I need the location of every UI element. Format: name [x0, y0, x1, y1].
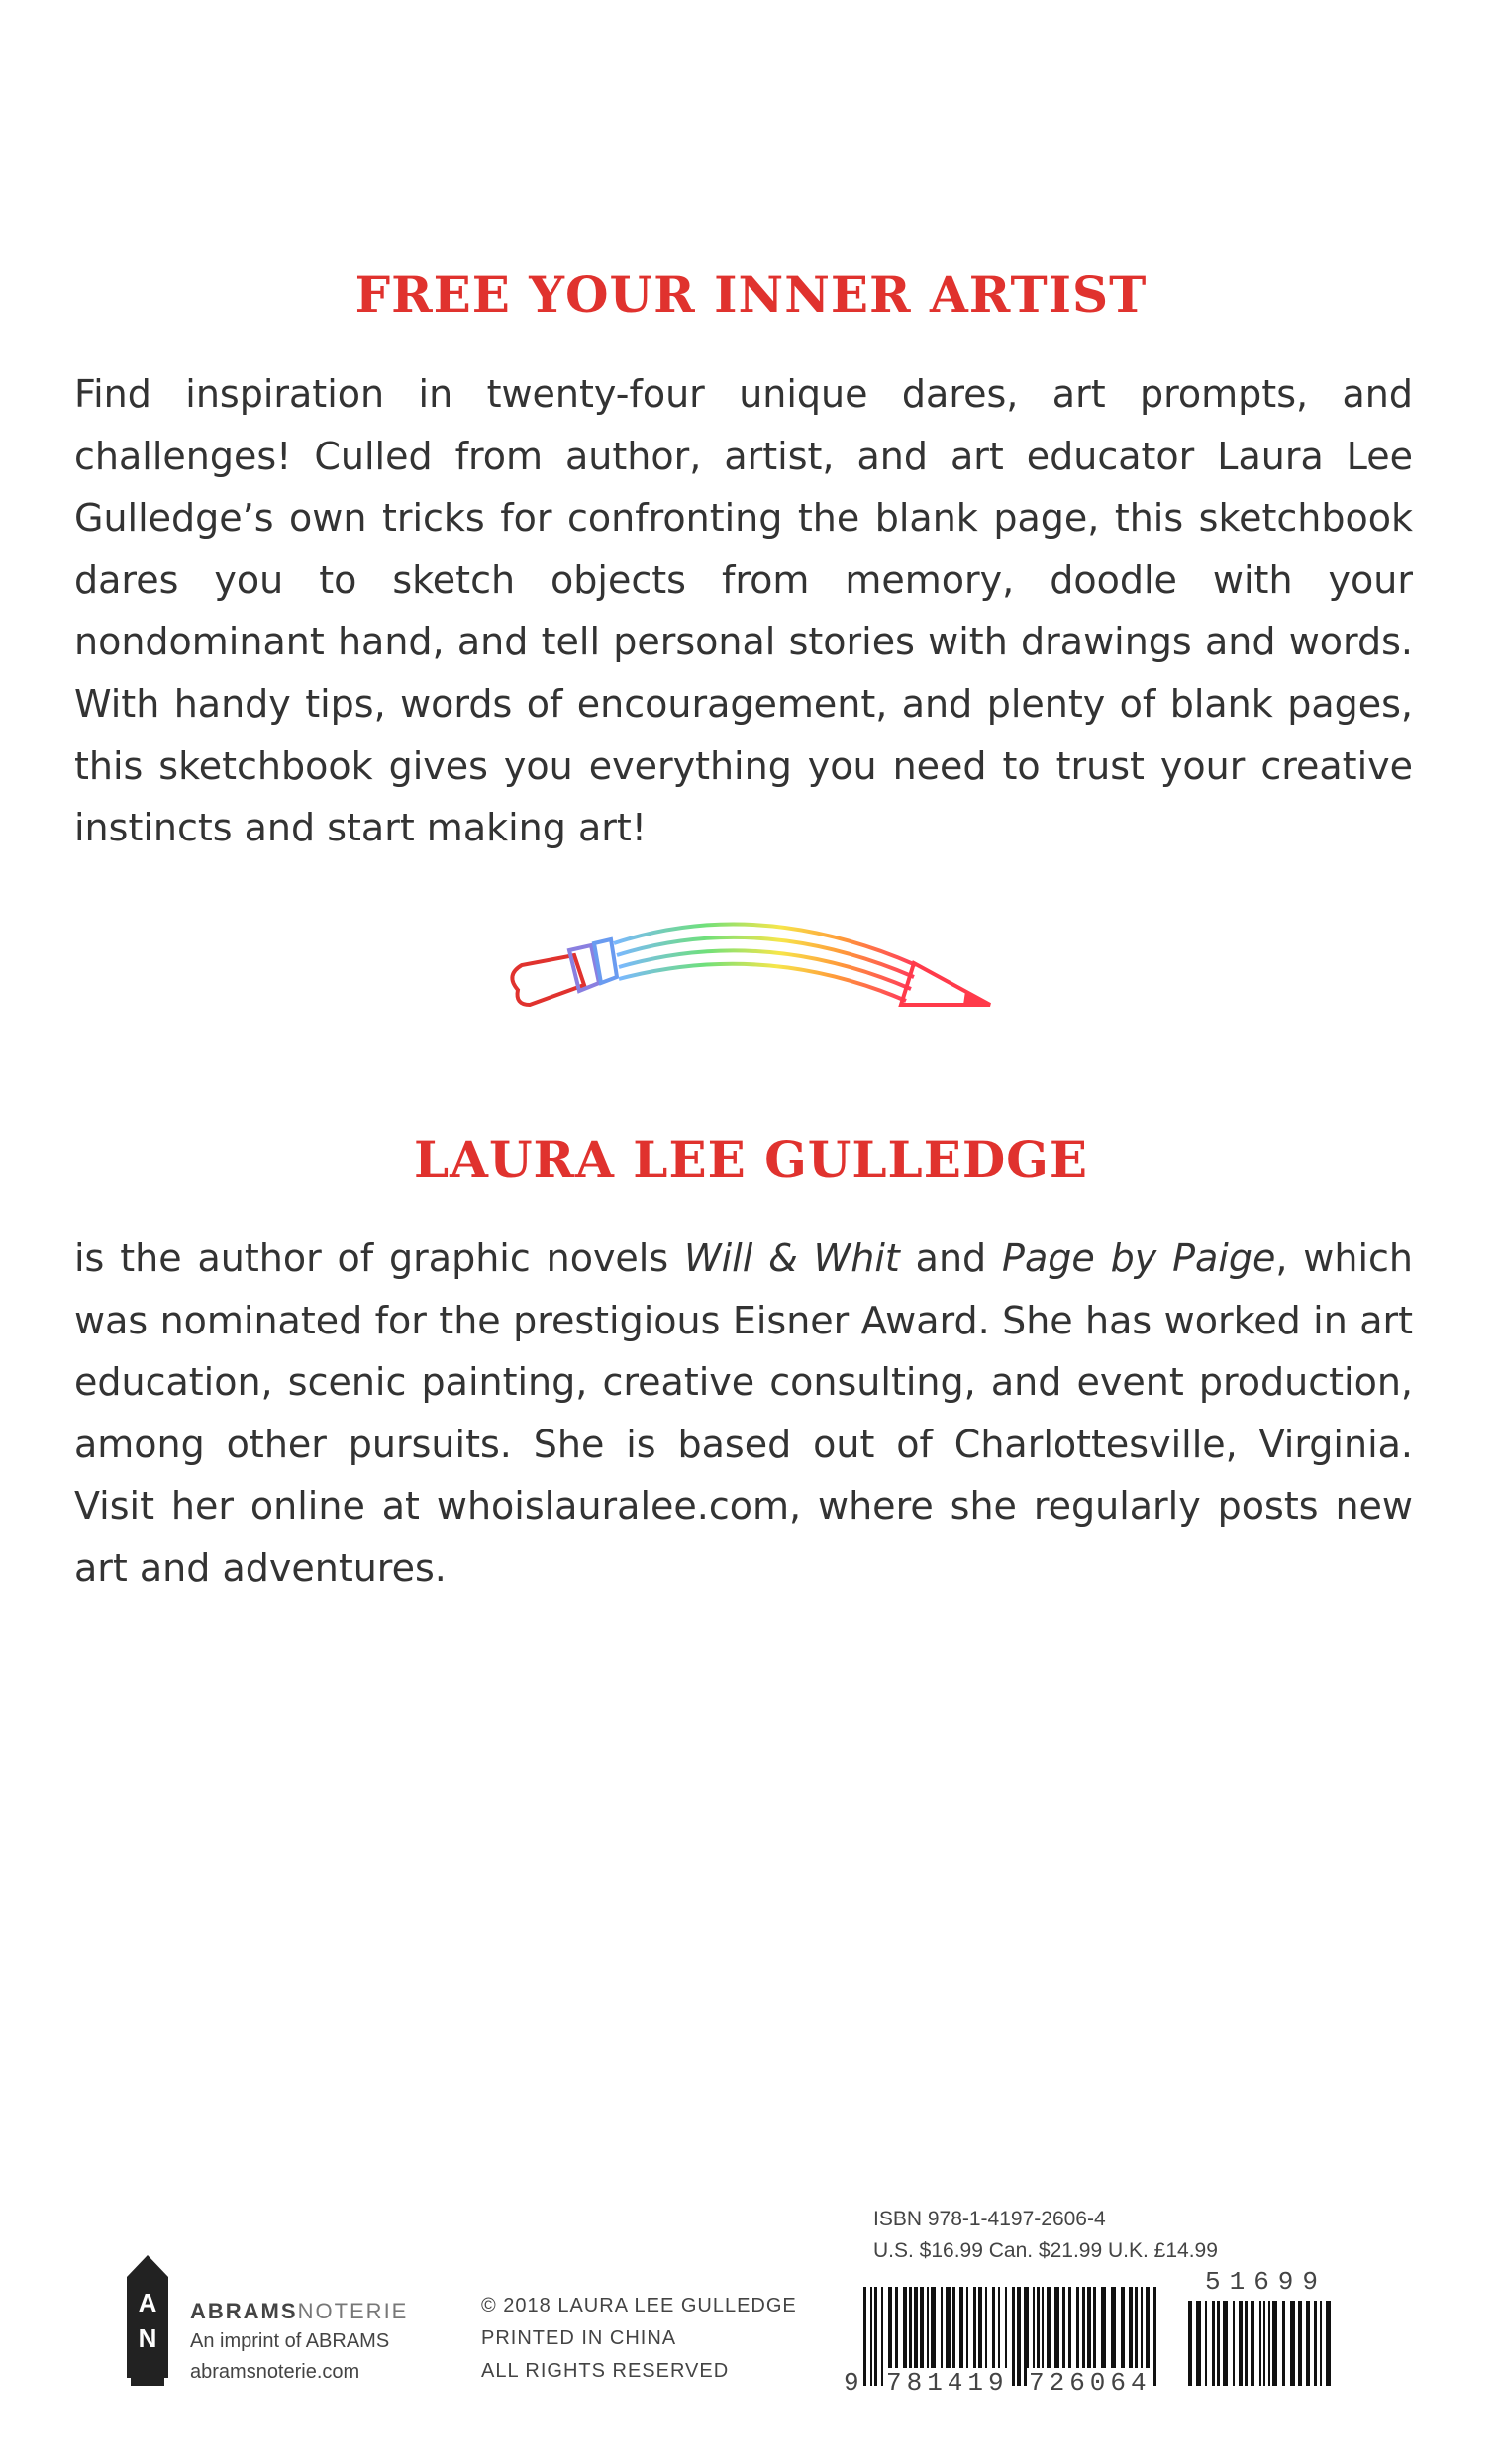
barcode-bar — [1245, 2301, 1248, 2386]
author-heading: LAURA LEE GULLEDGE — [414, 1131, 1088, 1189]
barcode-bar — [1259, 2301, 1261, 2386]
price-text: U.S. $16.99 Can. $21.99 U.K. £14.99 — [873, 2239, 1218, 2262]
barcode-bar — [1268, 2301, 1270, 2386]
barcode-digits-group2: 726064 — [1029, 2368, 1152, 2398]
barcode-bar — [1306, 2301, 1310, 2386]
barcode-bar — [1314, 2301, 1317, 2386]
barcode-bar — [1251, 2301, 1254, 2386]
rights-reserved-line: ALL RIGHTS RESERVED — [481, 2360, 730, 2382]
barcode-bar — [870, 2287, 872, 2386]
description-text: Find inspiration in twenty-four unique dares, art prompts, and challenges! Culled from author, artist, and art educator Laura Lee Gulledge’s own tricks for confronting the blank page, this sketchbook dares you to sketch objects from memory, doodle with your nondominant hand, and tell personal stories with drawings and words. With handy tips, words of encouragement, and plenty of blank pages, this sketchbook gives you everything you need to trust your creative instincts and start making art! — [74, 372, 1413, 850]
barcode-bar — [1233, 2301, 1235, 2386]
book-title-page-by-paige: Page by Paige — [1002, 1236, 1276, 1280]
barcode-bar — [881, 2287, 883, 2386]
barcode-digits-group1: 781419 — [886, 2368, 1009, 2398]
barcode-bar — [874, 2287, 877, 2386]
logo-letter-n: N — [138, 2323, 157, 2353]
author-bio-text — [74, 1228, 1413, 1600]
barcode-bar — [863, 2287, 866, 2386]
barcode-bar — [1263, 2301, 1265, 2386]
publisher-name — [190, 2299, 408, 2324]
publisher-name-bold: ABRAMS — [190, 2299, 298, 2323]
barcode-bar — [1272, 2301, 1277, 2386]
barcode-bar — [1017, 2287, 1021, 2386]
barcode-bar — [1217, 2301, 1220, 2386]
rainbow-pencil-icon — [500, 906, 1005, 1025]
price-barcode — [1188, 2301, 1337, 2390]
publisher-name-light: NOTERIE — [297, 2299, 409, 2323]
barcode-bar — [1290, 2301, 1295, 2386]
barcode-bar — [1282, 2301, 1285, 2386]
author-bio-paragraph — [74, 1228, 1413, 1600]
barcode-bar — [1320, 2301, 1322, 2386]
barcode-bar — [1326, 2301, 1331, 2386]
barcode-bar — [1196, 2301, 1201, 2386]
barcode-digit-first: 9 — [844, 2368, 859, 2398]
bio-intro: is the author of graphic novels — [74, 1236, 685, 1280]
barcode-bar — [1239, 2301, 1243, 2386]
publisher-logo-icon — [127, 2255, 168, 2386]
price-code-digits: 51699 — [1205, 2267, 1328, 2297]
printed-in-line: PRINTED IN CHINA — [481, 2327, 677, 2349]
barcode-bar — [1012, 2287, 1015, 2386]
copyright-line: © 2018 LAURA LEE GULLEDGE — [481, 2295, 797, 2316]
barcode-bar — [1205, 2301, 1207, 2386]
description-paragraph — [74, 363, 1413, 859]
price-barcode-bars — [1188, 2301, 1337, 2386]
barcode-bar — [1298, 2301, 1302, 2386]
section-heading-free-your-inner-artist: FREE YOUR INNER ARTIST — [354, 265, 1148, 324]
bio-rest: , which was nominated for the prestigious Eisner Award. She has worked in art education, scenic painting, creative consulting, and event production, among other pursuits. She is based out of Charlottesville, Virginia. Visit her online at whoislauralee.com, where she regularly posts new art and adventures. — [74, 1236, 1413, 1590]
book-title-will-and-whit: Will & Whit — [684, 1236, 900, 1280]
logo-letter-a: A — [138, 2288, 157, 2317]
publisher-website: abramsnoterie.com — [190, 2361, 360, 2383]
isbn-text: ISBN 978-1-4197-2606-4 — [873, 2208, 1106, 2230]
publisher-imprint: An imprint of ABRAMS — [190, 2330, 390, 2352]
barcode-bar — [1188, 2301, 1192, 2386]
barcode-bar — [1212, 2301, 1215, 2386]
barcode-bar — [1223, 2301, 1228, 2386]
bio-connector: and — [899, 1236, 1003, 1280]
barcode-bar — [1153, 2287, 1156, 2386]
